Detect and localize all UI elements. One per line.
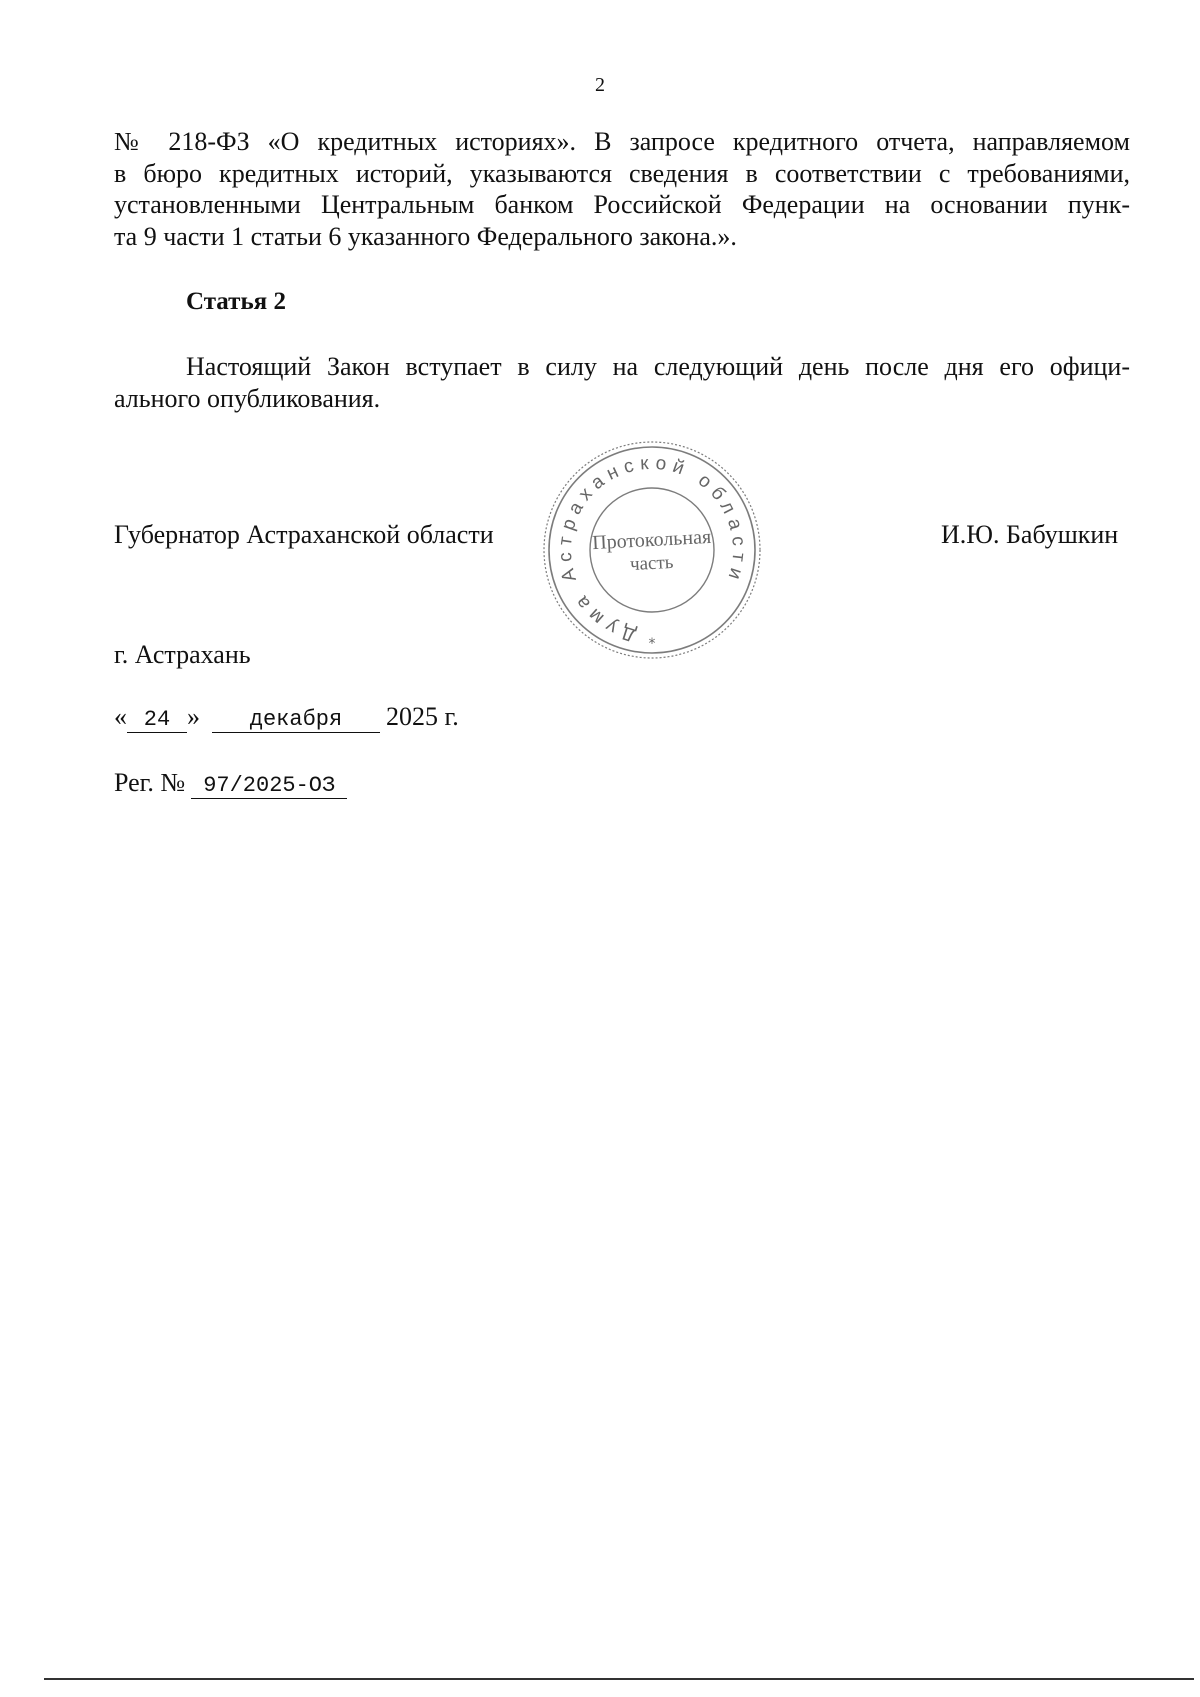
date-month: декабря bbox=[212, 707, 380, 733]
registration-label: Рег. № bbox=[114, 768, 186, 797]
article-heading: Статья 2 bbox=[186, 288, 286, 315]
registration-line bbox=[114, 768, 347, 799]
paragraph-2-line: Настоящий Закон вступает в силу на следующий день после дня его офици- bbox=[186, 352, 1130, 381]
page-number: 2 bbox=[595, 74, 605, 96]
date-open-quote: « bbox=[114, 702, 127, 731]
date-day: 24 bbox=[127, 707, 187, 733]
date-year: 2025 г. bbox=[386, 702, 459, 731]
stamp-center-line-1: Протокольная bbox=[591, 525, 712, 555]
date-close-quote: » bbox=[187, 702, 200, 731]
registration-number: 97/2025-ОЗ bbox=[191, 773, 347, 799]
bottom-scan-edge bbox=[44, 1678, 1194, 1680]
signatory-position: Губернатор Астраханской области bbox=[114, 520, 494, 549]
paragraph-1-line: № 218-ФЗ «О кредитных историях». В запросе кредитного отчета, направляемом bbox=[114, 127, 1130, 156]
paragraph-2 bbox=[114, 351, 1130, 414]
paragraph-2-line: ального опубликования. bbox=[114, 383, 381, 413]
paragraph-1-line: в бюро кредитных историй, указываются сведения в соответствии с требованиями, bbox=[114, 158, 1130, 188]
signatory-name: И.Ю. Бабушкин bbox=[941, 520, 1119, 549]
paragraph-1-line: установленными Центральным банком Российской Федерации на основании пунк- bbox=[114, 190, 1130, 219]
paragraph-1 bbox=[114, 126, 1130, 252]
stamp-ring-text: Дума Астраханской области bbox=[554, 452, 750, 646]
stamp-center-line-2: часть bbox=[629, 551, 674, 576]
signing-date bbox=[114, 702, 459, 733]
city: г. Астрахань bbox=[114, 640, 251, 669]
official-stamp bbox=[532, 436, 772, 666]
stamp-star-icon: * bbox=[648, 636, 656, 652]
paragraph-1-line: та 9 части 1 статьи 6 указанного Федерального закона.». bbox=[114, 221, 737, 251]
